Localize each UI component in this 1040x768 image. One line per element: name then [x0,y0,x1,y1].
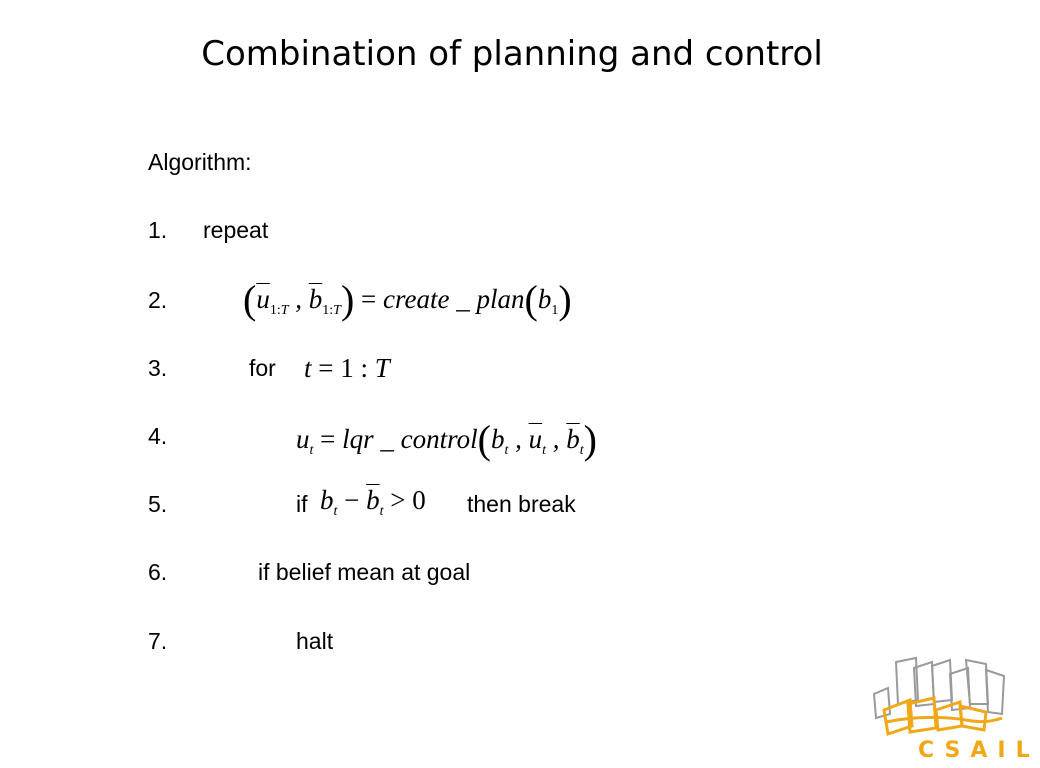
step-5-number: 5. [148,491,168,517]
algorithm-label: Algorithm: [148,149,252,175]
step-5-formula: $b_t - \overline{b}_t > 0$ [320,485,426,519]
step-3-formula: t = 1 : T [304,353,390,383]
step-3-number: 3. [148,355,168,381]
step-5-text-after: then break [467,491,576,517]
step-2-number: 2. [148,287,168,313]
step-2-formula: ($\overline{u}_{1:T}$ , $\overline{b}_{1:T}$) = create _ $plan(b_1)$ [243,277,572,322]
csail-logo-text: CSAIL [918,738,1040,763]
step-6-text: if belief mean at goal [258,559,471,585]
step-7-text: halt [296,628,334,654]
slide-title: Combination of planning and control [201,34,823,74]
step-5-text: if [296,491,308,517]
step-3-text: for [249,355,276,381]
step-4-number: 4. [148,423,168,449]
step-6-number: 6. [148,559,168,585]
step-1-number: 1. [148,217,168,243]
step-4-formula: $u_t$ = lqr _ $control(b_t$ , $\overline{u}_t$ , $\overline{b}_t$) [296,417,597,462]
step-7-number: 7. [148,628,168,654]
step-1-text: repeat [203,217,269,243]
